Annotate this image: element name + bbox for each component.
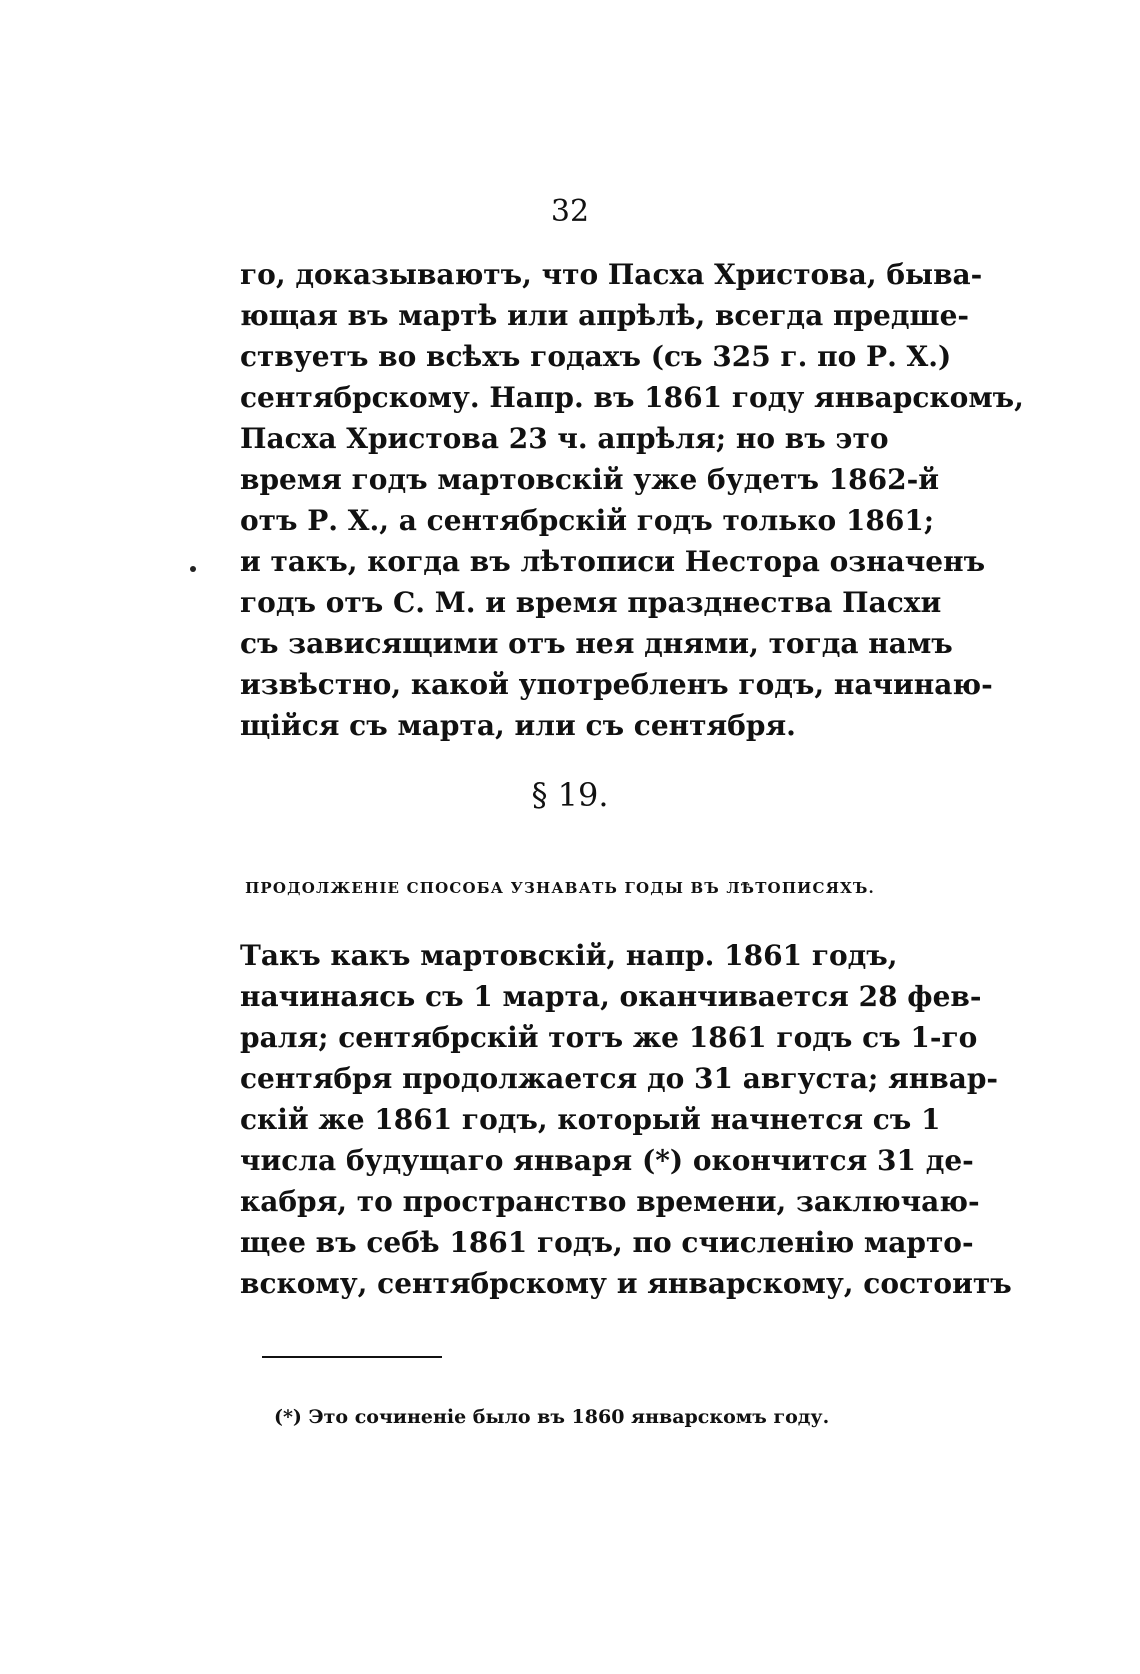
- text-line: сентябрскому. Напр. въ 1861 году январскомъ,: [240, 381, 1024, 414]
- section-number: § 19.: [531, 776, 609, 814]
- text-line: щійся съ марта, или съ сентября.: [240, 709, 796, 742]
- text-line: ствуетъ во всѣхъ годахъ (съ 325 г. по Р. Х.): [240, 340, 952, 373]
- text-line: го, доказываютъ, что Пасха Христова, быва-: [240, 258, 983, 291]
- text-line: Пасха Христова 23 ч. апрѣля; но въ это: [240, 422, 889, 455]
- text-line: извѣстно, какой употребленъ годъ, начинаю-: [240, 668, 993, 701]
- text-line: годъ отъ С. М. и время празднества Пасхи: [240, 586, 942, 619]
- text-line: кабря, то пространство времени, заключаю-: [240, 1185, 980, 1218]
- text-line: Такъ какъ мартовскій, напр. 1861 годъ,: [240, 939, 898, 972]
- footnote: (*) Это сочиненіе было въ 1860 январскомъ году.: [274, 1406, 830, 1428]
- text-line: сентября продолжается до 31 августа; январ-: [240, 1062, 999, 1095]
- footnote-rule: [262, 1356, 442, 1358]
- text-line: время годъ мартовскій уже будетъ 1862-й: [240, 463, 940, 496]
- text-line: начинаясь съ 1 марта, оканчивается 28 фев-: [240, 980, 982, 1013]
- paragraph-section-19: [240, 935, 1012, 1304]
- text-line: съ зависящими отъ нея днями, тогда намъ: [240, 627, 953, 660]
- text-line: раля; сентябрскій тотъ же 1861 годъ съ 1-го: [240, 1021, 978, 1054]
- text-line: вскому, сентябрскому и январскому, состоитъ: [240, 1267, 1012, 1300]
- paragraph-continued: [240, 254, 1024, 746]
- text-line: отъ Р. Х., а сентябрскій годъ только 1861;: [240, 504, 935, 537]
- text-line: ющая въ мартѣ или апрѣлѣ, всегда предше-: [240, 299, 970, 332]
- text-line: и такъ, когда въ лѣтописи Нестора означенъ: [240, 545, 986, 578]
- text-line: числа будущаго января (*) окончится 31 де-: [240, 1144, 974, 1177]
- text-line: щее въ себѣ 1861 годъ, по счисленію марто-: [240, 1226, 974, 1259]
- text-line: скій же 1861 годъ, который начнется съ 1: [240, 1103, 941, 1136]
- print-speck: [190, 566, 196, 572]
- section-heading: ПРОДОЛЖЕНІЕ СПОСОБА УЗНАВАТЬ ГОДЫ ВЪ ЛѢТОПИСЯХЪ.: [245, 879, 875, 897]
- page-number: 32: [550, 194, 590, 229]
